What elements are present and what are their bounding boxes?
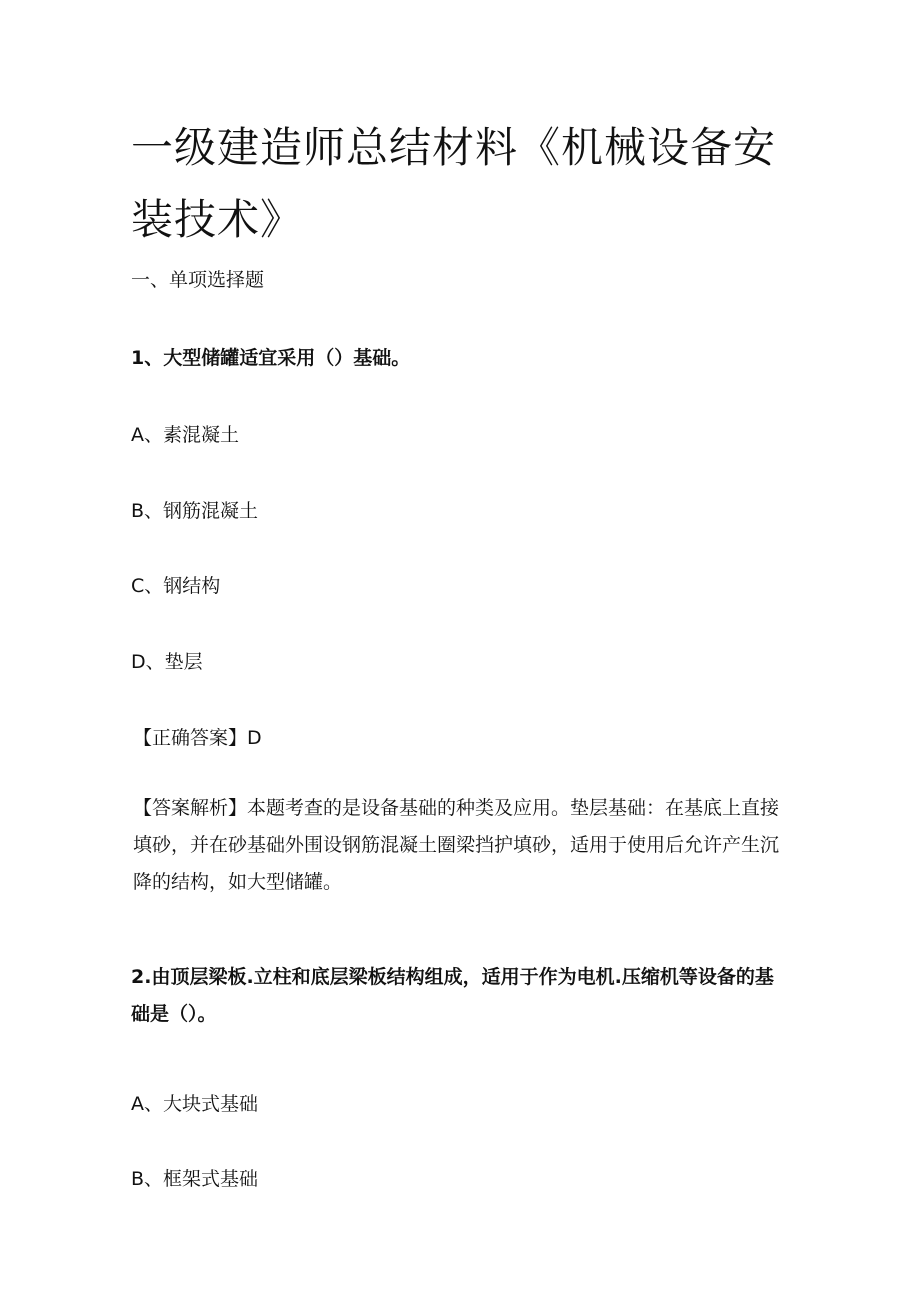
question-1-option-b: B、钢筋混凝土 [131,500,259,522]
question-2-option-a: A、大块式基础 [131,1093,258,1115]
question-2-stem: 2.由顶层梁板.立柱和底层梁板结构组成，适用于作为电机.压缩机等设备的基础是（）。 [131,966,774,1025]
question-1-analysis: 【答案解析】本题考查的是设备基础的种类及应用。垫层基础：在基底上直接填砂，并在砂基础外围设钢筋混凝土圈梁挡护填砂，适用于使用后允许产生沉降的结构，如大型储罐。 [133,797,780,893]
question-1-option-a: A、素混凝土 [131,424,239,446]
document-title: 一级建造师总结材料《机械设备安装技术》 [131,123,777,244]
question-1-option-c: C、钢结构 [131,575,221,597]
question-2-option-b: B、框架式基础 [131,1168,259,1190]
question-1-answer: 【正确答案】D [133,727,262,749]
question-1-option-d: D、垫层 [131,651,203,673]
section-heading: 一、单项选择题 [131,269,265,291]
question-1-stem: 1、大型储罐适宜采用（）基础。 [131,347,411,369]
